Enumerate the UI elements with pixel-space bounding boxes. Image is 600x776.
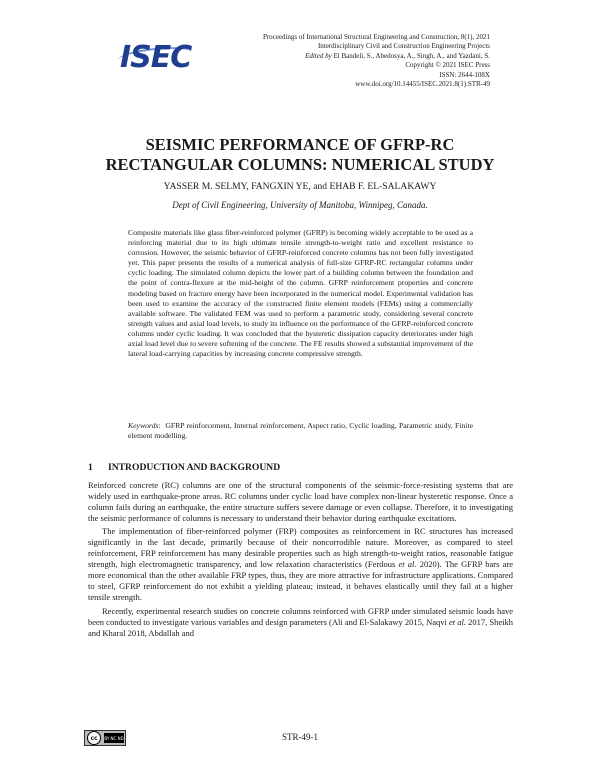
affiliation: Dept of Civil Engineering, University of Manitoba, Winnipeg, Canada. xyxy=(172,200,428,210)
authors: YASSER M. SELMY, FANGXIN YE, and EHAB F. EL-SALAKAWY xyxy=(163,181,437,192)
header-proceedings: Proceedings of International Structural Engineering and Construction, 8(1), 2021 xyxy=(262,33,490,41)
page-footer: STR-49-1 xyxy=(282,732,318,742)
paragraph-3-part-a: Recently, experimental research studies on concrete columns reinforced with GFRP under simulated seismic loads have been conducted to investigate various variables and design parameters (Ali and El-Salakawy 2015, Naqvi xyxy=(88,605,513,627)
section-number: 1 xyxy=(88,462,93,473)
keywords-list: GFRP reinforcement, Internal reinforcement, Aspect ratio, Cyclic loading, Parametric study, Finite element modelling. xyxy=(128,421,473,440)
proceedings-header xyxy=(190,33,490,89)
title-line-1: SEISMIC PERFORMANCE OF GFRP-RC xyxy=(145,135,455,154)
title-line-2: RECTANGULAR COLUMNS: NUMERICAL STUDY xyxy=(105,155,495,174)
edited-label: Edited by xyxy=(305,51,332,60)
keywords-label: Keywords xyxy=(128,421,159,430)
license-terms: BY NC ND xyxy=(104,735,124,741)
header-copyright: Copyright © 2021 ISEC Press xyxy=(405,61,490,70)
paper-title xyxy=(70,135,530,175)
paragraph-2-etal: et al. xyxy=(398,559,417,570)
cc-icon: cc xyxy=(87,731,101,745)
header-doi[interactable]: www.doi.org/10.14455/ISEC.2021.8(1).STR-49 xyxy=(355,80,490,89)
abstract: Composite materials like glass fiber-reinforced polymer (GFRP) is becoming widely acceptable to be used as a reinforcing material due to its high ultimate tensile strength-to-weight ratio and excellent resistance to corrosion. However, the seismic behavior of GFRP-reinforced concrete columns has not been fully investigated yet. This paper presents the results of a numerical analysis of full-size GFRP-RC rectangular columns under cyclic loading. The simulated column depicts the lower part of a building column between the foundation and the point of contra-flexure at the mid-height of the column. GFRP reinforcement properties and concrete modeling based on fracture energy have been incorporated in the numerical model. Experimental validation has been used to examine the accuracy of the constructed finite element models (FEMs) using a commercially available software. The validated FEM was used to perform a parametric study, considering several concrete strength values and axial load levels, to study its influence on the performance of the GFRP-reinforced concrete columns under cyclic loading. It was concluded that the hysteretic dissipation capacity deteriorates under high axial load level due to severe softening of the concrete. The FE results showed a substantial improvement of the lateral load-carrying capacities by increasing concrete compressive strength. xyxy=(128,228,473,359)
section-heading xyxy=(88,462,280,473)
header-editors xyxy=(190,52,490,61)
paragraph-3-part-b: 2017, Sheikh and Kharal 2018, Abdallah and xyxy=(88,616,513,638)
editor-names: El Bandeli, S., Abedosya, A., Singh, A., and Yazdani, S. xyxy=(333,51,490,60)
paragraph-2-part-a: The implementation of fiber-reinforced polymer (FRP) composites as reinforcement in RC structures has increased significantly in the last decade, primarily because of their noncorrodible nature. Moreover, as compared to steel reinforcement, FRP reinforcement has many desirable properties such as high strength-to-weight ratios, reasonable fatigue strength, high electromagnetic transparency, and low relaxation characteristics (Ferdous xyxy=(88,526,513,570)
header-issn: ISSN: 2644-108X xyxy=(439,70,490,79)
body-text xyxy=(88,480,513,639)
paragraph-1: Reinforced concrete (RC) columns are one of the structural components of the seismic-force-resisting systems that are widely used in earthquake-prone areas. RC columns under cyclic load have complex non-linear hysteretic response. Once a column fails during an earthquake, the entire structure suffers severe damage or even collapse. Therefore, it to investigating the seismic performance of columns is necessary to understand their behavior during earthquake excitations. xyxy=(88,480,513,524)
logo-text: ISEC xyxy=(120,40,192,75)
paragraph-2-part-b: 2020). The GFRP bars are more economical than the other available FRP types, thus, they are more attractive for infrastructure applications. Compared to steel, GFRP reinforcement do not exhibit a yielding plateau; instead, it behaves elastically until they fail at a higher tensile strength. xyxy=(88,559,513,603)
paragraph-3-etal: et al. xyxy=(448,616,466,627)
paragraph-2 xyxy=(88,526,513,603)
section-title: INTRODUCTION AND BACKGROUND xyxy=(108,462,281,473)
paragraph-3 xyxy=(88,606,513,639)
isec-logo xyxy=(114,38,194,78)
header-theme: Interdisciplinary Civil and Construction Engineering Projects xyxy=(317,42,490,51)
keywords: Keywords: GFRP reinforcement, Internal reinforcement, Aspect ratio, Cyclic loading, Parametric study, Finite element modelling. xyxy=(128,421,473,440)
